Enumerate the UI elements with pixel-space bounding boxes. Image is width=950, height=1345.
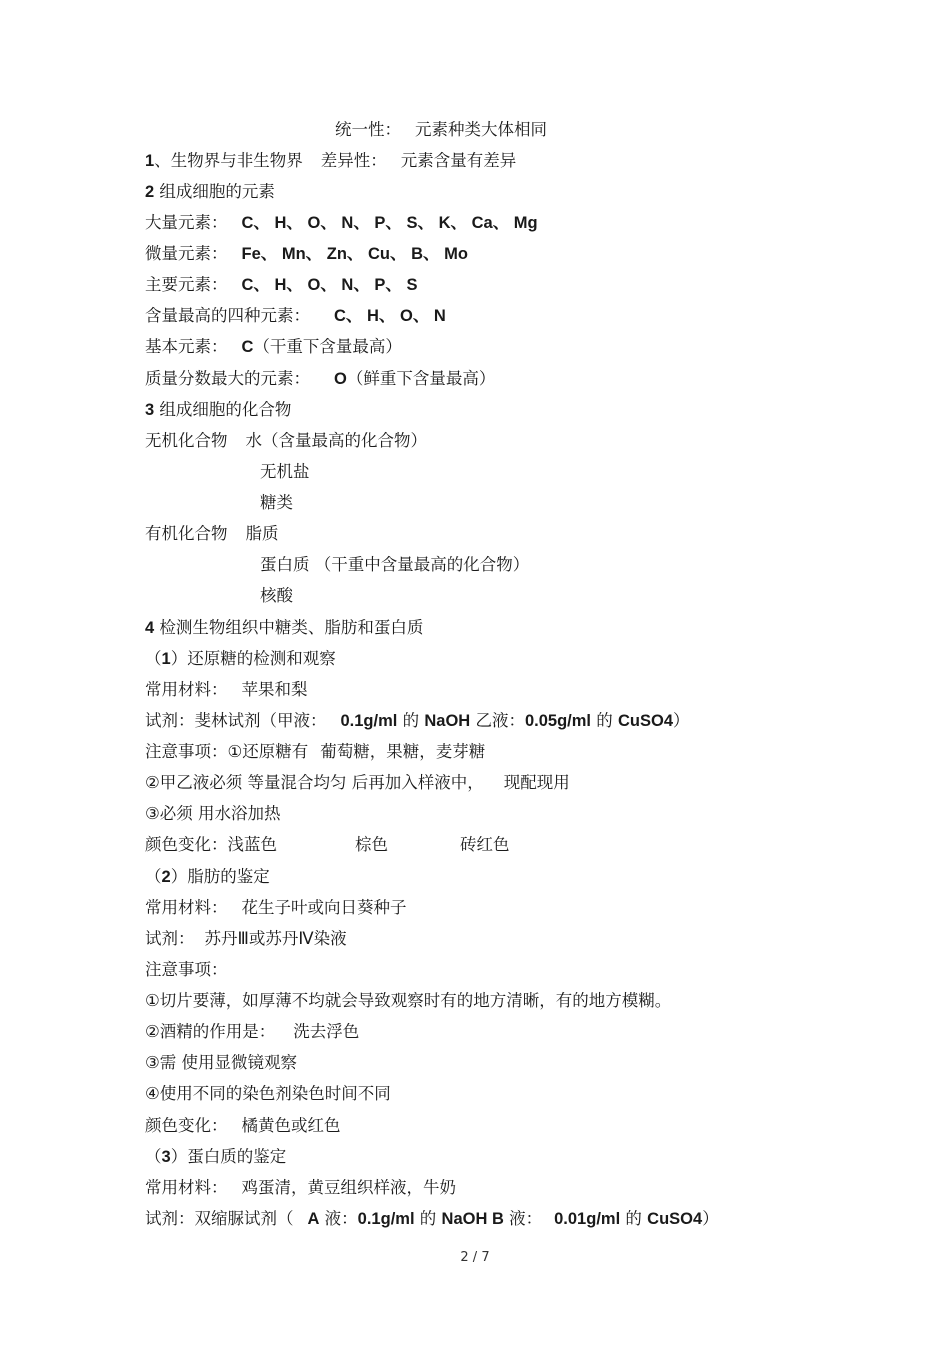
text-line: 无机盐 [260, 462, 310, 481]
text-line: 含量最高的四种元素： C、 H、 O、 N [145, 306, 446, 325]
text-line: 1、生物界与非生物界 差异性： 元素含量有差异 [145, 151, 517, 170]
text-line: 核酸 [260, 586, 293, 605]
text-line: 颜色变化：浅蓝色 棕色 砖红色 [145, 835, 510, 854]
text-line: 试剂：双缩脲试剂（ A 液：0.1g/ml 的 NaOH B 液： 0.01g/ml 的 CuSO4） [145, 1209, 719, 1228]
subsection-heading: （2）脂肪的鉴定 [145, 867, 270, 886]
text-line: 质量分数最大的元素： O（鲜重下含量最高） [145, 369, 496, 388]
text-line: 注意事项：①还原糖有 葡萄糖，果糖，麦芽糖 [145, 742, 486, 761]
text-line: 微量元素： Fe、 Mn、 Zn、 Cu、 B、 Mo [145, 244, 468, 263]
text-line: 无机化合物 水（含量最高的化合物） [145, 431, 427, 450]
text-line: 基本元素： C（干重下含量最高） [145, 337, 402, 356]
text-line: 颜色变化： 橘黄色或红色 [145, 1116, 341, 1135]
text-line: ②酒精的作用是： 洗去浮色 [145, 1022, 360, 1041]
page-number: 2 / 7 [460, 1250, 490, 1265]
text-line: ①切片要薄，如厚薄不均就会导致观察时有的地方清晰，有的地方模糊。 [145, 991, 672, 1010]
text-line: ②甲乙液必须 等量混合均匀 后再加入样液中， 现配现用 [145, 773, 570, 792]
text-line: ③必须 用水浴加热 [145, 804, 281, 823]
text-line: 蛋白质 （干重中含量最高的化合物） [260, 555, 530, 574]
section-heading: 3 组成细胞的化合物 [145, 400, 292, 419]
text-line: 试剂： 苏丹Ⅲ或苏丹Ⅳ染液 [145, 929, 347, 948]
subsection-heading: （3）蛋白质的鉴定 [145, 1147, 287, 1166]
text-line: ③需 使用显微镜观察 [145, 1053, 298, 1072]
text-line: 注意事项： [145, 960, 228, 979]
text-line: 常用材料： 花生子叶或向日葵种子 [145, 898, 407, 917]
subsection-heading: （1）还原糖的检测和观察 [145, 649, 336, 668]
section-heading: 4 检测生物组织中糖类、脂肪和蛋白质 [145, 618, 424, 637]
text-line: 常用材料： 苹果和梨 [145, 680, 308, 699]
text-line: ④使用不同的染色剂染色时间不同 [145, 1084, 391, 1103]
text-line: 常用材料： 鸡蛋清，黄豆组织样液，牛奶 [145, 1178, 456, 1197]
text-line: 主要元素： C、 H、 O、 N、 P、 S [145, 275, 418, 294]
text-line: 有机化合物 脂质 [145, 524, 279, 543]
text-line: 试剂：斐林试剂（甲液： 0.1g/ml 的 NaOH 乙液：0.05g/ml 的 CuSO4） [145, 711, 690, 730]
text-line: 糖类 [260, 493, 293, 512]
section-heading: 2 组成细胞的元素 [145, 182, 275, 201]
text-line: 大量元素： C、 H、 O、 N、 P、 S、 K、 Ca、 Mg [145, 213, 538, 232]
text-line: 统一性： 元素种类大体相同 [335, 120, 547, 139]
